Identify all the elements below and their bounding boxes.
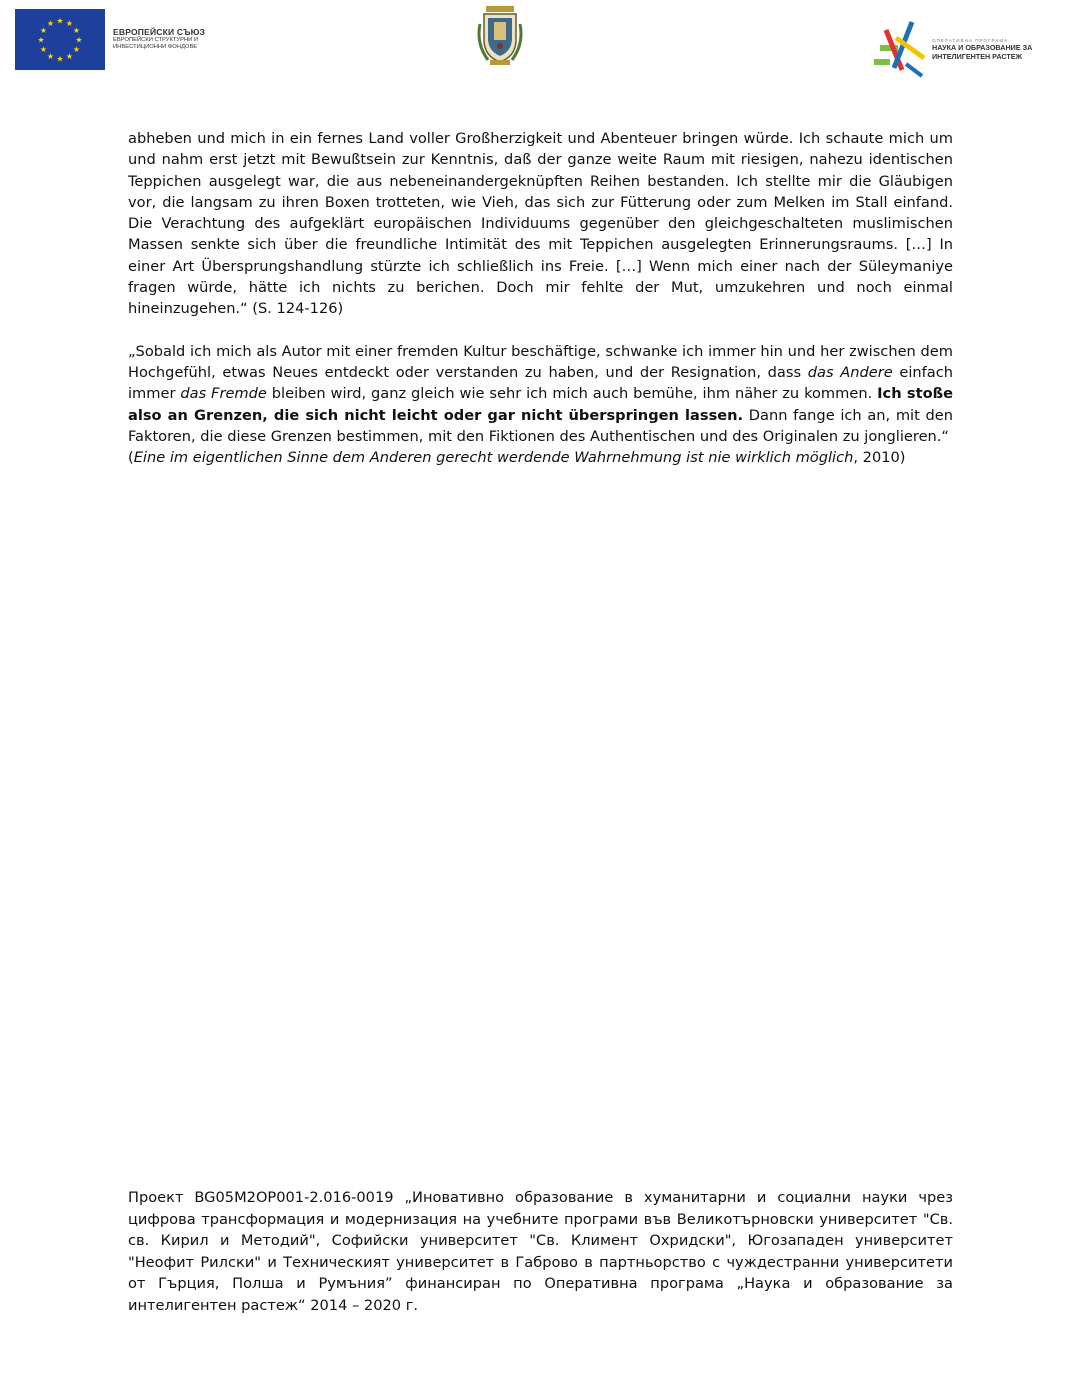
- university-crest-icon: [474, 4, 526, 68]
- eu-flag-logo: [15, 9, 105, 70]
- quote-2-text-d: Dann fange ich an, mit den Faktoren, die diese Grenzen bestimmen, mit den Fiktionen des Authentischen und des Originalen zu jonglieren.“: [128, 406, 953, 445]
- quote-2-italic-a: das Andere: [807, 363, 893, 381]
- footer-text: Проект BG05M2OP001-2.016-0019 „Иновативно образование в хуманитарни и социални науки чрез цифрова трансформация и модернизация на учебните програми във Великотърновски университет "Св. св. Кирил и Методий", Софийски университет "Св. Климент Охридски", Югозападен университет "Неофит Рилски" и Техническият университет в Габрово в партньорство с чуждестранни университети от Гърция, Полша и Румъния” финансиран по Оперативна програма „Наука и образование за интелигентен растеж“ 2014 – 2020 г.: [128, 1189, 953, 1314]
- quote-2-text-b: einfach immer: [128, 363, 953, 403]
- eu-star: ★: [46, 52, 55, 61]
- op-logo-caption: [932, 38, 1032, 61]
- citation-open: (: [128, 449, 134, 467]
- quote-2-italic-b: das Fremde: [180, 385, 267, 403]
- eu-star: ★: [37, 35, 45, 45]
- page-header: [0, 0, 1080, 100]
- eu-logo-subtitle-2: ИНВЕСТИЦИОННИ ФОНДОВЕ: [113, 44, 198, 50]
- quote-2-text-a: „Sobald ich mich als Autor mit einer fremden Kultur beschäftige, schwanke ich immer hin und her zwischen dem Hochgefühl, etwas Neues entdeckt oder verstanden zu haben, und der Resignation, dass: [128, 342, 953, 381]
- citation-title: Eine im eigentlichen Sinne dem Anderen gerecht werdende Wahrnehmung ist nie wirklich möglich: [133, 449, 854, 467]
- eu-star: ★: [39, 45, 48, 54]
- quote-paragraph-2: [128, 341, 953, 447]
- eu-star: ★: [39, 26, 48, 35]
- citation-year: , 2010): [853, 449, 906, 467]
- main-content: [128, 128, 953, 468]
- eu-star: ★: [65, 19, 74, 28]
- eu-star: ★: [65, 52, 74, 61]
- project-footer: [128, 1187, 953, 1317]
- quote-2-text-c: bleiben wird, ganz gleich wie sehr ich mich auch bemühe, ihm näher zu kommen.: [266, 385, 878, 403]
- eu-logo-subtitle-1: ЕВРОПЕЙСКИ СТРУКТУРНИ И: [113, 37, 199, 43]
- eu-logo-caption: [113, 27, 205, 51]
- quote-2-bold: Ich stoße also an Grenzen, die sich nicht leicht oder gar nicht überspringen lassen.: [128, 385, 954, 424]
- op-logo-line-1: НАУКА И ОБРАЗОВАНИЕ ЗА: [932, 43, 1033, 52]
- eu-star: ★: [56, 54, 64, 64]
- citation: [128, 447, 953, 468]
- op-logo-line-2: ИНТЕЛИГЕНТЕН РАСТЕЖ: [932, 52, 1023, 61]
- eu-star: ★: [46, 19, 55, 28]
- eu-stars-icon: [15, 9, 105, 70]
- eu-star: ★: [75, 35, 83, 45]
- quote-paragraph-1: abheben und mich in ein fernes Land voller Großherzigkeit und Abenteuer bringen würde. Ich schaute mich um und nahm erst jetzt mit Bewußtsein zur Kenntnis, daß der ganze weite Raum mit riesigen, nahezu identischen Teppichen ausgelegt war, die aus nebeneinandergeknüpften Reihen bestanden. Ich stellte mir die Gläubigen vor, die langsam zu ihren Boxen trotteten, wie Vieh, das sich zur Fütterung oder zum Melken im Stall einfand. Die Verachtung des aufgeklärt europäischen Individuums gegenüber den gleichgeschalteten muslimischen Massen senkte sich über die freundliche Intimität des mit Teppichen ausgelegten Erinnerungsraums. […] In einer Art Übersprungshandlung stürzte ich schließlich ins Freie. […] Wenn mich einer nach der Süleymaniye fragen würde, hätte ich nichts zu berichen. Doch mir fehlte der Mut, umzukehren und noch einmal hineinzugehen.“ (S. 124-126): [128, 130, 953, 318]
- operational-programme-logo-icon: [872, 18, 930, 78]
- eu-star: ★: [72, 26, 81, 35]
- eu-logo-title: ЕВРОПЕЙСКИ СЪЮЗ: [113, 27, 206, 37]
- op-logo-small: ОПЕРАТИВНА ПРОГРАМА: [932, 38, 1009, 43]
- eu-star: ★: [56, 16, 64, 26]
- eu-star: ★: [72, 45, 81, 54]
